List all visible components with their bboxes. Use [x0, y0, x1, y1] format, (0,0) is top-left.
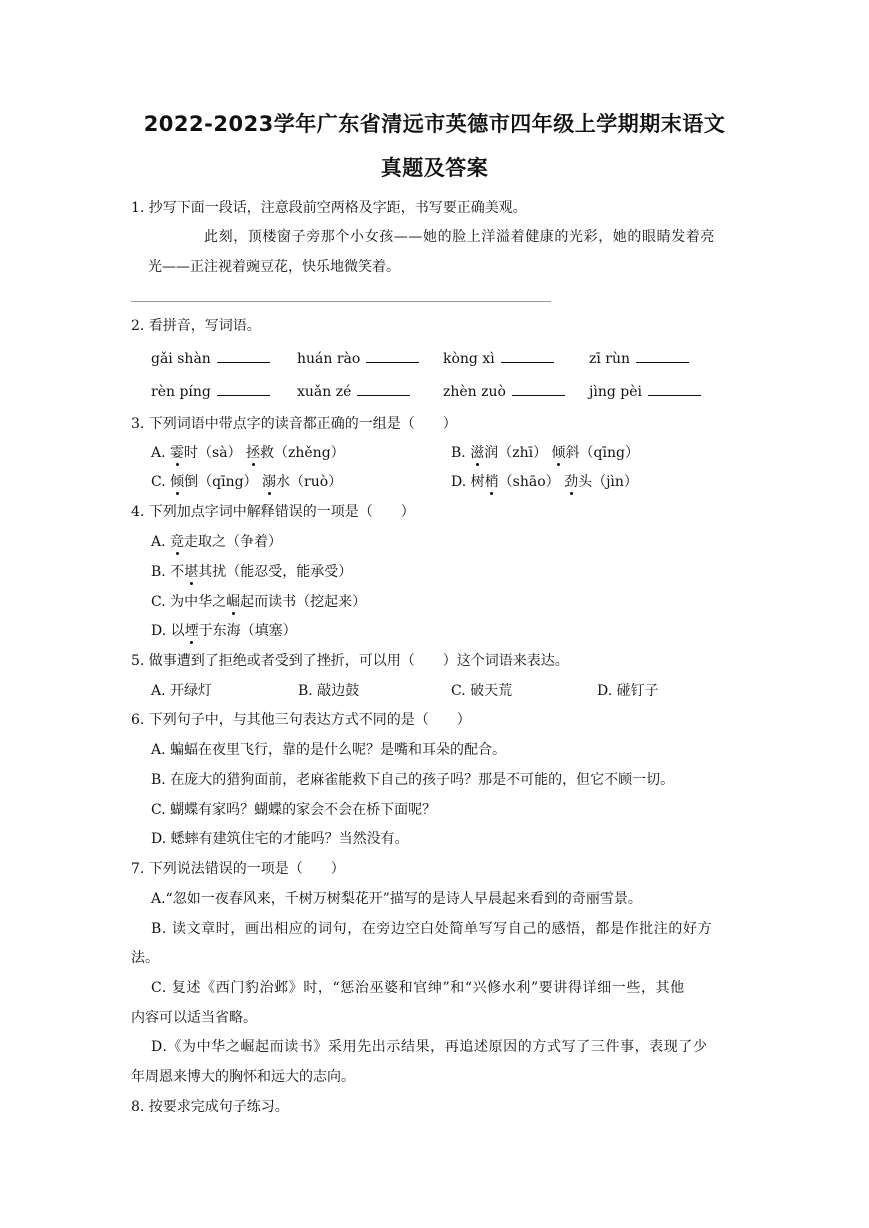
- option-text: 时（sà）: [184, 445, 246, 461]
- option-b[interactable]: B. 敲边鼓: [298, 683, 360, 699]
- answer-blank[interactable]: [512, 383, 565, 396]
- question-7-stem: 7. 下列说法错误的一项是（ ）: [131, 861, 345, 877]
- pinyin-text: rèn píng: [151, 384, 211, 400]
- option-text: 水（ruò）: [276, 474, 343, 490]
- option-text: 起而读书（挖起来）: [240, 594, 367, 610]
- question-1-stem: 1. 抄写下面一段话，注意段前空两格及字距，书写要正确美观。: [131, 200, 527, 216]
- answer-blank[interactable]: [366, 350, 419, 363]
- option-text: 倒（qīng）: [184, 474, 262, 490]
- option-c[interactable]: C. 蝴蝶有家吗？蝴蝶的家会不会在桥下面呢？: [151, 802, 437, 818]
- option-text: A.: [151, 445, 171, 461]
- option-text: 润（zhī）: [484, 445, 552, 461]
- dotted-char: 劲: [564, 474, 579, 490]
- option-text: （shāo）: [498, 474, 565, 490]
- pinyin-item: [589, 349, 689, 369]
- dotted-char: 拯: [246, 445, 260, 461]
- option-d[interactable]: [151, 621, 297, 641]
- option-text: 斜（qīng）: [565, 445, 639, 461]
- dotted-char: 崛: [226, 594, 241, 610]
- option-text: 救（zhěng）: [260, 445, 345, 461]
- option-d[interactable]: D. 碰钉子: [597, 683, 659, 699]
- pinyin-text: huán rào: [297, 351, 361, 367]
- option-text: C.: [151, 474, 171, 490]
- option-d[interactable]: D.《为中华之崛起而读书》采用先出示结果，再追述原因的方式写了三件事，表现了少: [151, 1039, 708, 1055]
- dotted-char: 霎: [170, 445, 185, 461]
- page-title: 2022-2023学年广东省清远市英德市四年级上学期期末语文: [143, 112, 726, 136]
- option-b[interactable]: [151, 562, 352, 582]
- option-c[interactable]: C. 复述《西门豹治邺》时，“惩治巫婆和官绅”和“兴修水利”要讲得详细一些，其他: [151, 980, 685, 996]
- option-a[interactable]: A.“忽如一夜春风来，千树万树梨花开”描写的是诗人早晨起来看到的奇丽雪景。: [151, 891, 642, 907]
- question-6-stem: 6. 下列句子中，与其他三句表达方式不同的是（ ）: [131, 712, 471, 728]
- pinyin-text: zī rùn: [589, 351, 631, 367]
- option-a[interactable]: A. 开绿灯: [151, 683, 213, 699]
- pinyin-text: jìng pèi: [589, 384, 642, 400]
- option-text: D. 树: [451, 474, 485, 490]
- question-4-stem: 4. 下列加点字词中解释错误的一项是（ ）: [131, 504, 415, 520]
- option-d-cont: 年周恩来博大的胸怀和远大的志向。: [131, 1069, 355, 1085]
- option-text: D. 以: [151, 623, 185, 639]
- dotted-char: 梢: [484, 474, 499, 490]
- dotted-char: 滋: [470, 445, 485, 461]
- option-a[interactable]: [151, 443, 345, 463]
- pinyin-item: [589, 382, 701, 402]
- option-c[interactable]: [151, 472, 342, 492]
- option-c[interactable]: [151, 592, 366, 612]
- answer-blank[interactable]: [636, 350, 689, 363]
- dotted-char: 倾: [170, 474, 185, 490]
- pinyin-text: xuǎn zé: [297, 384, 352, 400]
- option-b[interactable]: B. 读文章时，画出相应的词句，在旁边空白处简单写写自己的感悟，都是作批注的好方: [151, 921, 713, 937]
- option-text: B.: [451, 445, 471, 461]
- option-text: 走取之（争着）: [184, 534, 283, 550]
- option-b[interactable]: [451, 443, 639, 463]
- option-b[interactable]: B. 在庞大的猎狗面前，老麻雀能救下自己的孩子吗？那是不可能的，但它不顾一切。: [151, 772, 675, 788]
- dotted-char: 堪: [184, 564, 199, 580]
- question-3-stem: 3. 下列词语中带点字的读音都正确的一组是（ ）: [131, 416, 457, 432]
- pinyin-text: zhèn zuò: [443, 384, 506, 400]
- option-d[interactable]: D. 蟋蟀有建筑住宅的才能吗？当然没有。: [151, 831, 409, 847]
- answer-blank[interactable]: [648, 383, 701, 396]
- option-c[interactable]: C. 破天荒: [451, 683, 513, 699]
- copy-writing-line: [131, 301, 551, 302]
- dotted-char: 溺: [262, 474, 276, 490]
- option-text: C. 为中华之: [151, 594, 227, 610]
- answer-blank[interactable]: [217, 383, 270, 396]
- dotted-char: 倾: [551, 445, 566, 461]
- answer-blank[interactable]: [501, 350, 554, 363]
- question-2-stem: 2. 看拼音，写词语。: [131, 318, 261, 334]
- option-text: 于东海（填塞）: [198, 623, 297, 639]
- option-d[interactable]: [451, 472, 638, 492]
- question-8-stem: 8. 按要求完成句子练习。: [131, 1099, 289, 1115]
- pinyin-item: [297, 382, 410, 402]
- pinyin-item: [297, 349, 419, 369]
- pinyin-item: [443, 349, 554, 369]
- pinyin-item: [151, 349, 270, 369]
- option-text: B. 不: [151, 564, 185, 580]
- question-1-passage-line2: 光——正注视着豌豆花，快乐地微笑着。: [148, 259, 400, 275]
- answer-blank[interactable]: [217, 350, 270, 363]
- option-b-cont: 法。: [131, 950, 159, 966]
- pinyin-text: kòng xì: [443, 351, 495, 367]
- option-a[interactable]: A. 蝙蝠在夜里飞行，靠的是什么呢？是嘴和耳朵的配合。: [151, 742, 507, 758]
- option-text: 头（jìn）: [578, 474, 638, 490]
- dotted-char: 堙: [184, 623, 199, 639]
- pinyin-item: [151, 382, 270, 402]
- option-text: A.: [151, 534, 171, 550]
- option-c-cont: 内容可以适当省略。: [131, 1010, 257, 1026]
- page-title-line2: 真题及答案: [380, 156, 489, 180]
- option-text: 其扰（能忍受，能承受）: [198, 564, 353, 580]
- pinyin-text: gǎi shàn: [151, 351, 211, 367]
- question-1-passage-line1: 此刻，顶楼窗子旁那个小女孩——她的脸上洋溢着健康的光彩，她的眼睛发着亮: [204, 229, 715, 245]
- pinyin-item: [443, 382, 565, 402]
- question-5-stem: 5. 做事遭到了拒绝或者受到了挫折，可以用（ ）这个词语来表达。: [131, 653, 569, 669]
- option-a[interactable]: [151, 532, 282, 552]
- answer-blank[interactable]: [357, 383, 410, 396]
- dotted-char: 竞: [170, 534, 185, 550]
